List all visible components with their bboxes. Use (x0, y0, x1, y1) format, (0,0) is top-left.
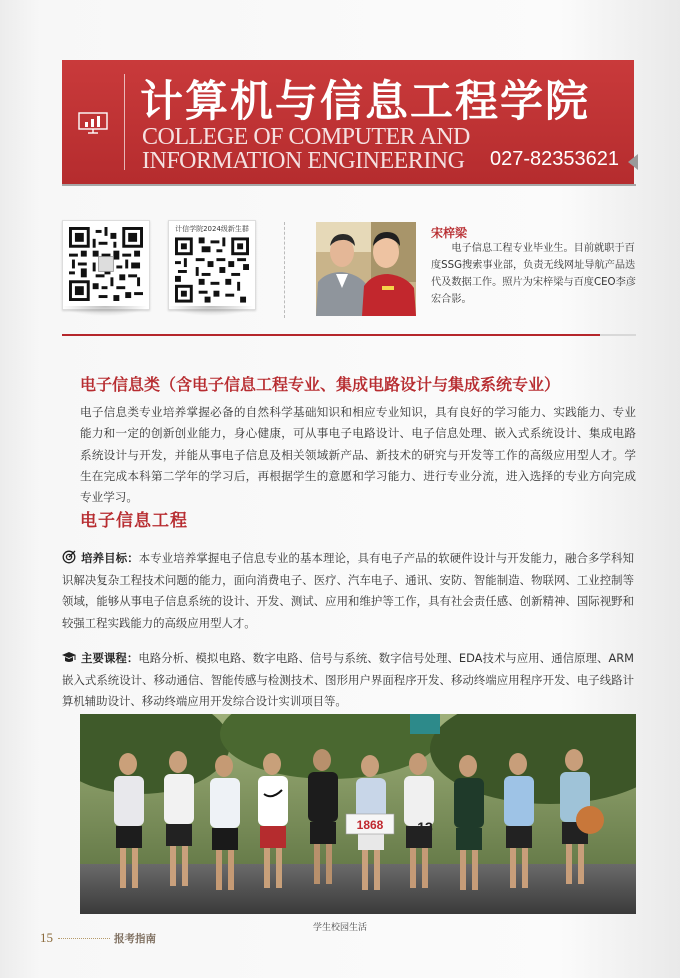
main-courses (62, 648, 634, 713)
training-goal-label: 培养目标： (81, 551, 139, 565)
qr-caption: 计信学院2024级新生群 (175, 225, 249, 233)
students-group-photo (80, 714, 636, 914)
training-goal-text: 本专业培养掌握电子信息专业的基本理论，具有电子产品的软硬件设计与开发能力，融合多学科知识解决复杂工程技术问题的能力，面向消费电子、医疗、汽车电子、通讯、安防、智能制造、物联网、工业控制等领域，能够从事电子信息系统的设计、开发、测试、应用和维护等工作，具有社会责任感、创新精神、国际视野和较强工程实践能力的高级应用型人才。 (62, 551, 634, 630)
page-number: 15 (40, 930, 53, 945)
training-goal (62, 548, 634, 634)
dotted-divider (284, 222, 285, 318)
main-courses-label: 主要课程： (81, 651, 139, 665)
qr-shadow (168, 306, 254, 316)
alumni-description: 电子信息工程专业毕业生。目前就职于百度SSG搜索事业部，负责无线网址导航产品迭代及数据工作。照片为宋梓梁与百度CEO李彦宏合影。 (431, 243, 636, 305)
major-heading: 电子信息工程 (80, 511, 188, 531)
target-icon (62, 550, 76, 564)
cake-number: 1868 (356, 818, 384, 832)
college-english-name-line1: COLLEGE OF COMPUTER AND (142, 124, 470, 150)
qr-code-card-2[interactable] (168, 220, 256, 310)
section-rule (62, 334, 634, 336)
alumni-name: 宋梓梁 (431, 226, 468, 240)
jersey-number: 13 (417, 819, 433, 835)
main-courses-text: 电路分析、模拟电路、数字电路、信号与系统、数字信号处理、EDA技术与应用、通信原理、ARM嵌入式系统设计、移动通信、智能传感与检测技术、图形用户界面程序开发、移动终端应用程序开发、电子线路计算机辅助设计、移动终端应用开发综合设计实训项目等。 (62, 651, 634, 709)
alumni-photo (316, 222, 416, 316)
college-banner (62, 60, 634, 184)
category-heading: 电子信息类（含电子信息工程专业、集成电路设计与集成系统专业） (80, 375, 561, 394)
qr-shadow (62, 306, 148, 316)
qr-code-card-1[interactable] (62, 220, 150, 310)
qr-code-icon (175, 237, 249, 303)
college-title: 计算机与信息工程学院 (140, 77, 590, 127)
monitor-chart-icon (78, 112, 108, 134)
section-rule-end (600, 334, 636, 336)
arrow-left-icon (628, 154, 638, 170)
banner-underline (62, 184, 636, 186)
banner-divider (124, 74, 125, 170)
graduation-cap-icon (62, 650, 76, 664)
qr-code-icon (69, 227, 143, 301)
footer-dots (58, 938, 110, 939)
footer-title: 报考指南 (114, 933, 156, 945)
college-english-name-line2: INFORMATION ENGINEERING (142, 148, 465, 174)
category-intro: 电子信息类专业培养掌握必备的自然科学基础知识和相应专业知识，具有良好的学习能力、实践能力、专业能力和一定的创新创业能力，身心健康，可从事电子电路设计、电子信息处理、嵌入式系统设计、集成电路系统设计与开发，并能从事电子信息及相关领域新产品、新技术的研究与开发等工作的高级应用型人才。学生在完成本科第二学年的学习后，再根据学生的意愿和学习能力、进行专业分流，进入选择的专业方向完成专业学习。 (80, 405, 636, 505)
photo-caption: 学生校园生活 (312, 923, 367, 933)
college-phone: 027-82353621 (490, 148, 620, 170)
